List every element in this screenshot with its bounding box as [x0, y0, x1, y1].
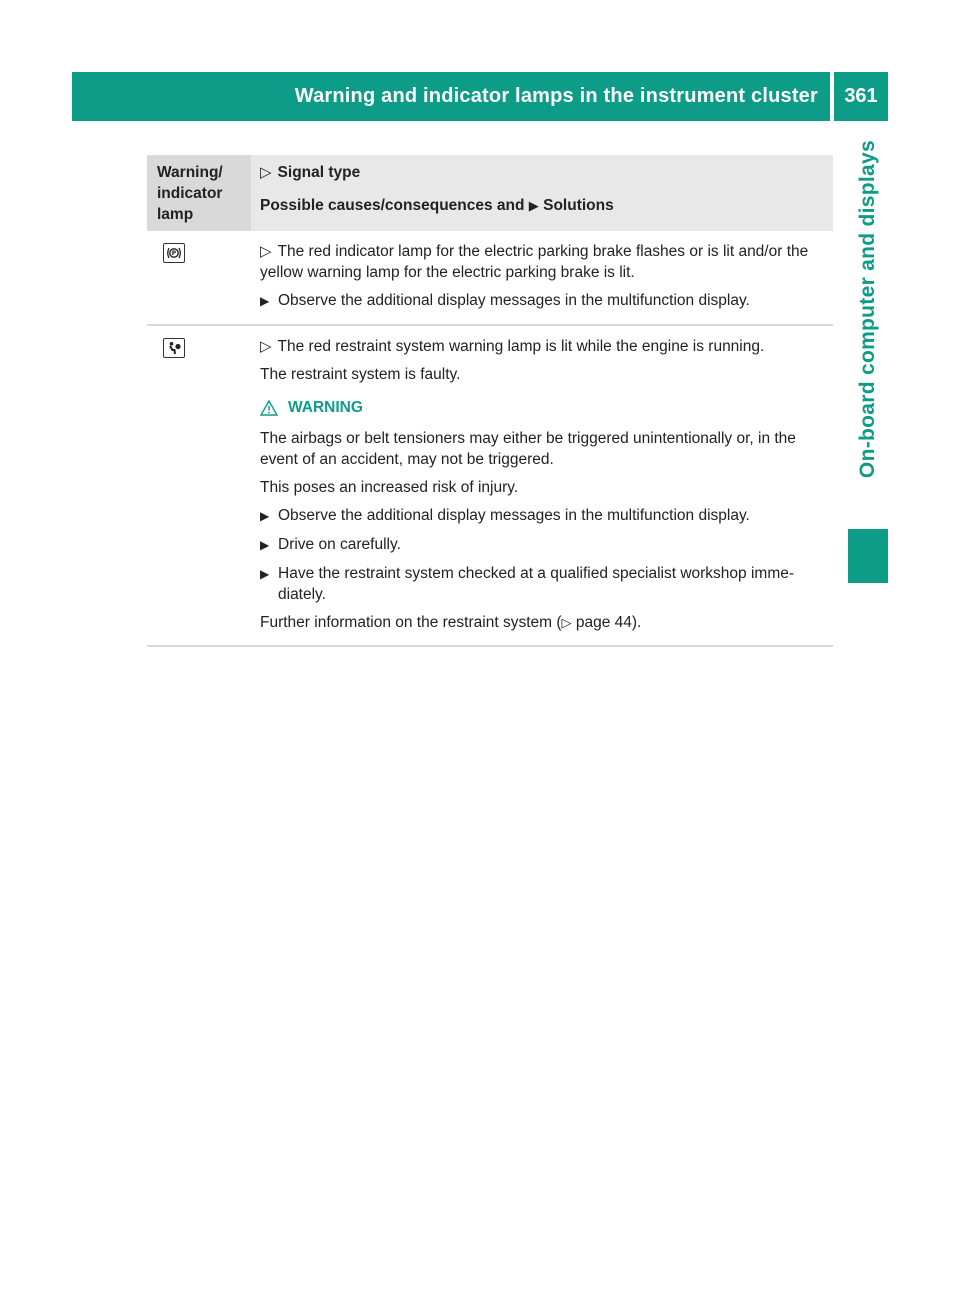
solutions-label: Solutions: [543, 197, 614, 214]
table-row: [147, 231, 833, 326]
warning-label: WARNING: [288, 399, 363, 416]
lamp-column-label: Warning/ indicator lamp: [157, 164, 223, 223]
action-text: Have the restraint system checked at a qualified specialist workshop imme-diately.: [278, 565, 795, 603]
action-arrow-icon: ▶: [260, 538, 270, 552]
description-column-header: [251, 155, 833, 231]
description-cell: [251, 231, 833, 324]
cause-text: The restraint system is faulty.: [260, 366, 461, 383]
page-ref-arrow-icon: ▷: [561, 615, 572, 630]
lamp-cell: [147, 231, 251, 324]
signal-arrow-icon: ▷: [260, 338, 272, 355]
signal-type-label: Signal type: [277, 164, 361, 181]
warning-text: The airbags or belt tensioners may either be triggered unintentionally or, in the event of an accident, may not be triggered.: [260, 430, 796, 468]
signal-text: The red restraint system warning lamp is lit while the engine is running.: [277, 338, 765, 355]
action-arrow-icon: ▶: [260, 509, 270, 523]
parking-brake-icon: [163, 243, 185, 263]
action-text: Observe the additional display messages in the multifunction display.: [278, 292, 750, 309]
chapter-label: On-board computer and displays: [856, 140, 879, 479]
further-info: [260, 612, 827, 633]
action-text: Observe the additional display messages in the multifunction display.: [278, 507, 750, 524]
action-arrow-icon: ▶: [260, 294, 270, 308]
action-arrow-icon: ▶: [260, 567, 270, 581]
description-cell: [251, 326, 833, 645]
table-header: [147, 155, 833, 231]
lamp-table: [147, 155, 833, 647]
signal-arrow-icon: ▷: [260, 243, 272, 260]
warning-triangle-icon: [260, 400, 278, 416]
lamp-cell: [147, 326, 251, 645]
page-header-title: Warning and indicator lamps in the instrument cluster: [294, 85, 818, 107]
table-row: [147, 326, 833, 647]
signal-arrow-icon: ▷: [260, 164, 272, 181]
svg-text:P: P: [171, 250, 177, 258]
lamp-column-header: [147, 155, 251, 231]
further-info-text: Further information on the restraint system (: [260, 614, 562, 631]
signal-text: The red indicator lamp for the electric parking brake flashes or is lit and/or the yellow warning lamp for the electric parking brake is lit.: [260, 243, 809, 281]
page-number-box: [834, 72, 888, 121]
action-text: Drive on carefully.: [278, 536, 401, 553]
airbag-icon: [163, 338, 185, 358]
page-reference-link[interactable]: page 44).: [575, 614, 642, 631]
warning-heading: [260, 397, 827, 418]
header-title-bar: [72, 72, 830, 121]
page-number: 361: [844, 85, 878, 107]
chapter-side-tab: [848, 140, 888, 580]
solution-arrow-icon: ▶: [528, 198, 539, 213]
risk-text: This poses an increased risk of injury.: [260, 479, 519, 496]
chapter-marker-block: [848, 529, 888, 583]
causes-label: Possible causes/consequences and: [260, 197, 525, 214]
